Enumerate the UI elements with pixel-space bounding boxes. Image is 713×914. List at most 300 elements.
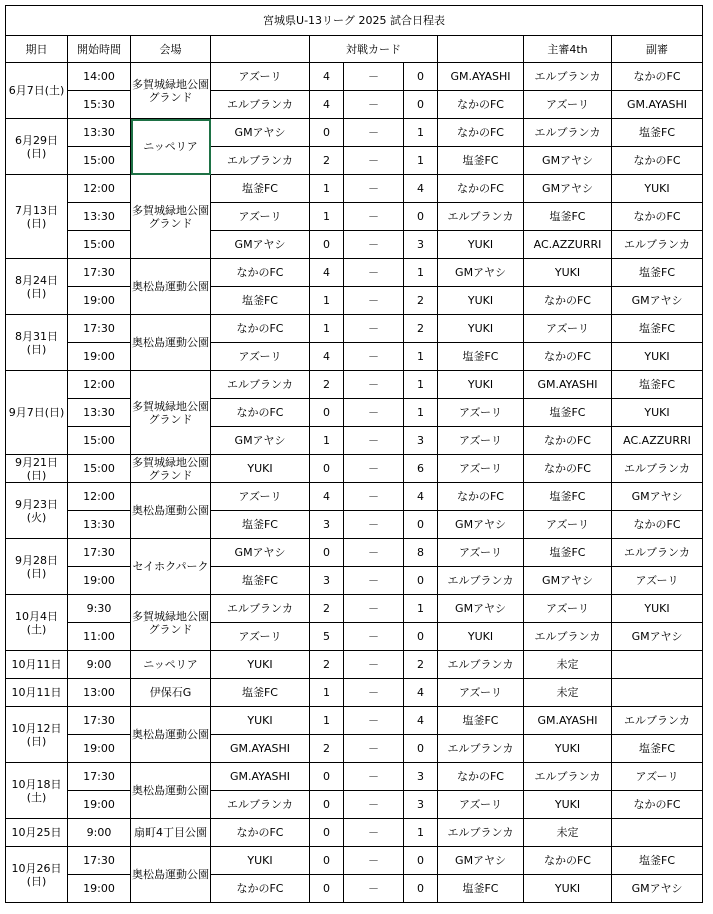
score-dash[interactable]: － xyxy=(344,91,404,119)
home-score[interactable]: 0 xyxy=(310,847,344,875)
assistant-referee[interactable] xyxy=(612,651,703,679)
match-date[interactable]: 7月13日(日) xyxy=(6,175,68,259)
assistant-referee[interactable]: なかのFC xyxy=(612,511,703,539)
home-team[interactable]: エルブランカ xyxy=(211,371,310,399)
match-row xyxy=(6,119,703,147)
start-time[interactable]: 19:00 xyxy=(68,875,131,903)
assistant-referee[interactable]: アズーリ xyxy=(612,763,703,791)
assistant-referee[interactable]: エルブランカ xyxy=(612,455,703,483)
start-time[interactable]: 19:00 xyxy=(68,735,131,763)
home-score[interactable]: 1 xyxy=(310,679,344,707)
score-dash[interactable]: － xyxy=(344,119,404,147)
referee[interactable]: AC.AZZURRI xyxy=(524,231,612,259)
assistant-referee[interactable]: 塩釜FC xyxy=(612,371,703,399)
match-row xyxy=(6,63,703,91)
venue-cell[interactable]: 多賀城緑地公園グランド xyxy=(131,175,211,259)
assistant-referee[interactable]: アズーリ xyxy=(612,567,703,595)
venue-cell[interactable]: 奥松島運動公園 xyxy=(131,483,211,539)
home-team[interactable]: YUKI xyxy=(211,651,310,679)
home-score[interactable]: 0 xyxy=(310,399,344,427)
home-score[interactable]: 0 xyxy=(310,539,344,567)
away-team[interactable]: 塩釜FC xyxy=(438,343,524,371)
schedule-table xyxy=(5,5,703,903)
referee[interactable]: アズーリ xyxy=(524,511,612,539)
away-score[interactable]: 4 xyxy=(404,175,438,203)
start-time[interactable]: 13:30 xyxy=(68,203,131,231)
away-team[interactable]: GMアヤシ xyxy=(438,595,524,623)
assistant-referee[interactable]: 塩釜FC xyxy=(612,259,703,287)
home-team[interactable]: GM.AYASHI xyxy=(211,735,310,763)
home-score[interactable]: 2 xyxy=(310,147,344,175)
home-team[interactable]: アズーリ xyxy=(211,483,310,511)
header-venue: 会場 xyxy=(131,36,211,63)
match-date[interactable]: 9月28日(日) xyxy=(6,539,68,595)
start-time[interactable]: 15:00 xyxy=(68,147,131,175)
away-team[interactable]: なかのFC xyxy=(438,483,524,511)
venue-cell[interactable]: 奥松島運動公園 xyxy=(131,707,211,763)
start-time[interactable]: 17:30 xyxy=(68,763,131,791)
score-dash[interactable]: － xyxy=(344,343,404,371)
score-dash[interactable]: － xyxy=(344,315,404,343)
score-dash[interactable]: － xyxy=(344,847,404,875)
home-team[interactable]: 塩釜FC xyxy=(211,511,310,539)
start-time[interactable]: 11:00 xyxy=(68,623,131,651)
match-row xyxy=(6,651,703,679)
referee[interactable]: エルブランカ xyxy=(524,63,612,91)
referee[interactable]: GMアヤシ xyxy=(524,147,612,175)
home-team[interactable]: GMアヤシ xyxy=(211,427,310,455)
match-row xyxy=(6,623,703,651)
home-team[interactable]: なかのFC xyxy=(211,259,310,287)
away-score[interactable]: 4 xyxy=(404,483,438,511)
header-assistant: 副審 xyxy=(612,36,703,63)
start-time[interactable]: 17:30 xyxy=(68,847,131,875)
home-score[interactable]: 0 xyxy=(310,819,344,847)
away-score[interactable]: 1 xyxy=(404,371,438,399)
match-row xyxy=(6,511,703,539)
away-team[interactable]: アズーリ xyxy=(438,399,524,427)
referee[interactable]: 未定 xyxy=(524,651,612,679)
match-date[interactable]: 10月25日 xyxy=(6,819,68,847)
score-dash[interactable]: － xyxy=(344,259,404,287)
home-team[interactable]: 塩釜FC xyxy=(211,175,310,203)
start-time[interactable]: 12:00 xyxy=(68,371,131,399)
venue-cell[interactable]: 奥松島運動公園 xyxy=(131,259,211,315)
start-time[interactable]: 13:00 xyxy=(68,679,131,707)
away-team[interactable]: YUKI xyxy=(438,287,524,315)
assistant-referee[interactable]: なかのFC xyxy=(612,63,703,91)
away-score[interactable]: 0 xyxy=(404,847,438,875)
assistant-referee[interactable]: エルブランカ xyxy=(612,707,703,735)
away-team[interactable]: エルブランカ xyxy=(438,651,524,679)
score-dash[interactable]: － xyxy=(344,231,404,259)
match-date[interactable]: 6月29日(日) xyxy=(6,119,68,175)
venue-cell[interactable]: 多賀城緑地公園グランド xyxy=(131,371,211,455)
home-score[interactable]: 4 xyxy=(310,483,344,511)
home-team[interactable]: なかのFC xyxy=(211,399,310,427)
referee[interactable]: アズーリ xyxy=(524,91,612,119)
venue-cell[interactable]: 伊保石G xyxy=(131,679,211,707)
start-time[interactable]: 12:00 xyxy=(68,483,131,511)
match-row xyxy=(6,455,703,483)
match-date[interactable]: 9月23日(火) xyxy=(6,483,68,539)
score-dash[interactable]: － xyxy=(344,203,404,231)
start-time[interactable]: 9:30 xyxy=(68,595,131,623)
referee[interactable]: 未定 xyxy=(524,679,612,707)
start-time[interactable]: 12:00 xyxy=(68,175,131,203)
match-date[interactable]: 10月4日(土) xyxy=(6,595,68,651)
home-team[interactable]: 塩釜FC xyxy=(211,567,310,595)
start-time[interactable]: 17:30 xyxy=(68,259,131,287)
start-time[interactable]: 19:00 xyxy=(68,791,131,819)
match-row xyxy=(6,343,703,371)
away-score[interactable]: 3 xyxy=(404,791,438,819)
home-team[interactable]: アズーリ xyxy=(211,63,310,91)
venue-cell[interactable]: 奥松島運動公園 xyxy=(131,847,211,903)
assistant-referee[interactable]: 塩釜FC xyxy=(612,315,703,343)
away-team[interactable]: YUKI xyxy=(438,371,524,399)
match-row xyxy=(6,875,703,903)
start-time[interactable]: 15:00 xyxy=(68,231,131,259)
assistant-referee[interactable]: YUKI xyxy=(612,595,703,623)
score-dash[interactable]: － xyxy=(344,791,404,819)
referee[interactable]: エルブランカ xyxy=(524,763,612,791)
away-score[interactable]: 0 xyxy=(404,91,438,119)
score-dash[interactable]: － xyxy=(344,483,404,511)
match-row xyxy=(6,539,703,567)
score-dash[interactable]: － xyxy=(344,623,404,651)
home-team[interactable]: 塩釜FC xyxy=(211,287,310,315)
away-score[interactable]: 3 xyxy=(404,427,438,455)
away-team[interactable]: エルブランカ xyxy=(438,735,524,763)
away-score[interactable]: 0 xyxy=(404,567,438,595)
referee[interactable]: 塩釜FC xyxy=(524,203,612,231)
home-score[interactable]: 0 xyxy=(310,231,344,259)
match-row xyxy=(6,567,703,595)
match-row xyxy=(6,595,703,623)
score-dash[interactable]: － xyxy=(344,511,404,539)
away-team[interactable]: GMアヤシ xyxy=(438,511,524,539)
start-time[interactable]: 17:30 xyxy=(68,707,131,735)
home-score[interactable]: 1 xyxy=(310,315,344,343)
away-team[interactable]: エルブランカ xyxy=(438,203,524,231)
home-score[interactable]: 1 xyxy=(310,707,344,735)
venue-cell[interactable]: セイホクパーク xyxy=(131,539,211,595)
home-team[interactable]: エルブランカ xyxy=(211,91,310,119)
score-dash[interactable]: － xyxy=(344,539,404,567)
start-time[interactable]: 17:30 xyxy=(68,315,131,343)
match-date[interactable]: 8月31日(日) xyxy=(6,315,68,371)
assistant-referee[interactable]: 塩釜FC xyxy=(612,119,703,147)
referee[interactable]: 塩釜FC xyxy=(524,539,612,567)
score-dash[interactable]: － xyxy=(344,595,404,623)
home-team[interactable]: なかのFC xyxy=(211,315,310,343)
venue-cell[interactable]: ニッペリア xyxy=(131,651,211,679)
home-score[interactable]: 0 xyxy=(310,119,344,147)
match-row xyxy=(6,371,703,399)
start-time[interactable]: 13:30 xyxy=(68,399,131,427)
assistant-referee[interactable]: YUKI xyxy=(612,343,703,371)
referee[interactable]: 未定 xyxy=(524,819,612,847)
score-dash[interactable]: － xyxy=(344,63,404,91)
assistant-referee[interactable]: GMアヤシ xyxy=(612,875,703,903)
away-score[interactable]: 1 xyxy=(404,595,438,623)
away-team[interactable]: 塩釜FC xyxy=(438,875,524,903)
referee[interactable]: GM.AYASHI xyxy=(524,707,612,735)
away-team[interactable]: YUKI xyxy=(438,231,524,259)
assistant-referee[interactable]: エルブランカ xyxy=(612,231,703,259)
away-score[interactable]: 0 xyxy=(404,511,438,539)
away-score[interactable]: 1 xyxy=(404,119,438,147)
assistant-referee[interactable]: GMアヤシ xyxy=(612,287,703,315)
home-score[interactable]: 3 xyxy=(310,567,344,595)
assistant-referee[interactable]: エルブランカ xyxy=(612,539,703,567)
home-score[interactable]: 2 xyxy=(310,595,344,623)
assistant-referee[interactable]: AC.AZZURRI xyxy=(612,427,703,455)
home-score[interactable]: 1 xyxy=(310,287,344,315)
venue-cell[interactable]: 奥松島運動公園 xyxy=(131,763,211,819)
away-score[interactable]: 8 xyxy=(404,539,438,567)
referee[interactable]: なかのFC xyxy=(524,847,612,875)
home-team[interactable]: なかのFC xyxy=(211,819,310,847)
referee[interactable]: エルブランカ xyxy=(524,119,612,147)
away-score[interactable]: 4 xyxy=(404,679,438,707)
home-team[interactable]: GMアヤシ xyxy=(211,231,310,259)
home-score[interactable]: 1 xyxy=(310,427,344,455)
match-date[interactable]: 10月18日(土) xyxy=(6,763,68,819)
assistant-referee[interactable]: GMアヤシ xyxy=(612,623,703,651)
match-row xyxy=(6,287,703,315)
away-team[interactable]: 塩釜FC xyxy=(438,147,524,175)
referee[interactable]: GMアヤシ xyxy=(524,567,612,595)
start-time[interactable]: 15:00 xyxy=(68,427,131,455)
referee[interactable]: 塩釜FC xyxy=(524,483,612,511)
away-team[interactable]: GMアヤシ xyxy=(438,259,524,287)
score-dash[interactable]: － xyxy=(344,875,404,903)
home-team[interactable]: アズーリ xyxy=(211,203,310,231)
header-matchup: 対戦カード xyxy=(310,36,438,63)
venue-cell-selected[interactable]: ニッペリア xyxy=(131,119,211,175)
away-team[interactable]: GMアヤシ xyxy=(438,847,524,875)
away-score[interactable]: 3 xyxy=(404,763,438,791)
referee[interactable]: なかのFC xyxy=(524,287,612,315)
start-time[interactable]: 9:00 xyxy=(68,819,131,847)
referee[interactable]: なかのFC xyxy=(524,343,612,371)
home-team[interactable]: YUKI xyxy=(211,707,310,735)
away-score[interactable]: 1 xyxy=(404,259,438,287)
venue-cell[interactable]: 多賀城緑地公園グランド xyxy=(131,63,211,119)
home-team[interactable]: エルブランカ xyxy=(211,791,310,819)
away-team[interactable]: YUKI xyxy=(438,315,524,343)
away-team[interactable]: アズーリ xyxy=(438,455,524,483)
home-team[interactable]: アズーリ xyxy=(211,343,310,371)
away-score[interactable]: 2 xyxy=(404,651,438,679)
start-time[interactable]: 9:00 xyxy=(68,651,131,679)
score-dash[interactable]: － xyxy=(344,371,404,399)
away-team[interactable]: なかのFC xyxy=(438,763,524,791)
start-time[interactable]: 19:00 xyxy=(68,567,131,595)
match-row xyxy=(6,707,703,735)
away-team[interactable]: なかのFC xyxy=(438,119,524,147)
score-dash[interactable]: － xyxy=(344,455,404,483)
home-team[interactable]: GM.AYASHI xyxy=(211,763,310,791)
home-team[interactable]: エルブランカ xyxy=(211,595,310,623)
start-time[interactable]: 19:00 xyxy=(68,287,131,315)
start-time[interactable]: 13:30 xyxy=(68,511,131,539)
header-referee: 主審4th xyxy=(524,36,612,63)
away-score[interactable]: 0 xyxy=(404,203,438,231)
away-team[interactable]: アズーリ xyxy=(438,539,524,567)
home-team[interactable]: GMアヤシ xyxy=(211,119,310,147)
start-time[interactable]: 17:30 xyxy=(68,539,131,567)
home-team[interactable]: YUKI xyxy=(211,455,310,483)
score-dash[interactable]: － xyxy=(344,679,404,707)
match-date[interactable]: 9月21日(日) xyxy=(6,455,68,483)
referee[interactable]: GMアヤシ xyxy=(524,175,612,203)
home-team[interactable]: アズーリ xyxy=(211,623,310,651)
score-dash[interactable]: － xyxy=(344,651,404,679)
match-date[interactable]: 10月11日 xyxy=(6,679,68,707)
score-dash[interactable]: － xyxy=(344,147,404,175)
assistant-referee[interactable]: YUKI xyxy=(612,175,703,203)
match-date[interactable]: 10月11日 xyxy=(6,651,68,679)
home-score[interactable]: 1 xyxy=(310,203,344,231)
venue-cell[interactable]: 扇町4丁目公園 xyxy=(131,819,211,847)
home-score[interactable]: 2 xyxy=(310,735,344,763)
away-team[interactable]: 塩釜FC xyxy=(438,707,524,735)
home-score[interactable]: 5 xyxy=(310,623,344,651)
away-team[interactable]: アズーリ xyxy=(438,791,524,819)
away-score[interactable]: 1 xyxy=(404,343,438,371)
assistant-referee[interactable]: なかのFC xyxy=(612,791,703,819)
match-row xyxy=(6,847,703,875)
home-score[interactable]: 4 xyxy=(310,259,344,287)
assistant-referee[interactable]: なかのFC xyxy=(612,147,703,175)
away-score[interactable]: 1 xyxy=(404,819,438,847)
score-dash[interactable]: － xyxy=(344,175,404,203)
referee[interactable]: YUKI xyxy=(524,875,612,903)
away-score[interactable]: 2 xyxy=(404,287,438,315)
away-score[interactable]: 3 xyxy=(404,231,438,259)
match-date[interactable]: 9月7日(日) xyxy=(6,371,68,455)
away-score[interactable]: 0 xyxy=(404,623,438,651)
away-team[interactable]: アズーリ xyxy=(438,427,524,455)
start-time[interactable]: 19:00 xyxy=(68,343,131,371)
assistant-referee[interactable]: YUKI xyxy=(612,399,703,427)
assistant-referee[interactable]: GMアヤシ xyxy=(612,483,703,511)
referee[interactable]: アズーリ xyxy=(524,315,612,343)
referee[interactable]: YUKI xyxy=(524,735,612,763)
referee[interactable]: エルブランカ xyxy=(524,623,612,651)
away-score[interactable]: 1 xyxy=(404,147,438,175)
home-team[interactable]: GMアヤシ xyxy=(211,539,310,567)
venue-cell[interactable]: 奥松島運動公園 xyxy=(131,315,211,371)
header-row xyxy=(6,36,703,63)
home-score[interactable]: 4 xyxy=(310,91,344,119)
match-date[interactable]: 6月7日(土) xyxy=(6,63,68,119)
assistant-referee[interactable]: 塩釜FC xyxy=(612,847,703,875)
away-team[interactable]: エルブランカ xyxy=(438,567,524,595)
home-score[interactable]: 3 xyxy=(310,511,344,539)
score-dash[interactable]: － xyxy=(344,735,404,763)
match-row xyxy=(6,147,703,175)
away-score[interactable]: 1 xyxy=(404,399,438,427)
referee[interactable]: アズーリ xyxy=(524,595,612,623)
match-date[interactable]: 10月12日(日) xyxy=(6,707,68,763)
away-score[interactable]: 2 xyxy=(404,315,438,343)
referee[interactable]: なかのFC xyxy=(524,427,612,455)
home-team[interactable]: エルブランカ xyxy=(211,147,310,175)
assistant-referee[interactable]: 塩釜FC xyxy=(612,735,703,763)
venue-cell[interactable]: 多賀城緑地公園グランド xyxy=(132,455,209,482)
score-dash[interactable]: － xyxy=(344,427,404,455)
start-time[interactable]: 13:30 xyxy=(68,119,131,147)
start-time[interactable]: 15:00 xyxy=(68,455,131,483)
match-date[interactable]: 10月26日(日) xyxy=(6,847,68,903)
score-dash[interactable]: － xyxy=(344,287,404,315)
away-score[interactable]: 6 xyxy=(404,455,438,483)
away-score[interactable]: 0 xyxy=(404,735,438,763)
match-row xyxy=(6,91,703,119)
home-score[interactable]: 0 xyxy=(310,875,344,903)
assistant-referee[interactable] xyxy=(612,679,703,707)
start-time[interactable]: 15:30 xyxy=(68,91,131,119)
assistant-referee[interactable]: なかのFC xyxy=(612,203,703,231)
referee[interactable]: なかのFC xyxy=(524,455,612,483)
start-time[interactable]: 14:00 xyxy=(68,63,131,91)
home-team[interactable]: YUKI xyxy=(211,847,310,875)
home-team[interactable]: 塩釜FC xyxy=(211,679,310,707)
referee[interactable]: 塩釜FC xyxy=(524,399,612,427)
referee[interactable]: YUKI xyxy=(524,259,612,287)
away-score[interactable]: 4 xyxy=(404,707,438,735)
assistant-referee[interactable] xyxy=(612,819,703,847)
header-date: 期日 xyxy=(6,36,68,63)
score-dash[interactable]: － xyxy=(344,707,404,735)
match-row xyxy=(6,203,703,231)
home-score[interactable]: 4 xyxy=(310,343,344,371)
home-score[interactable]: 1 xyxy=(310,175,344,203)
home-score[interactable]: 4 xyxy=(310,63,344,91)
referee[interactable]: GM.AYASHI xyxy=(524,371,612,399)
match-row xyxy=(6,679,703,707)
match-row xyxy=(6,175,703,203)
referee[interactable]: YUKI xyxy=(524,791,612,819)
away-score[interactable]: 0 xyxy=(404,63,438,91)
home-score[interactable]: 2 xyxy=(310,651,344,679)
away-team[interactable]: なかのFC xyxy=(438,175,524,203)
score-dash[interactable]: － xyxy=(344,763,404,791)
home-score[interactable]: 2 xyxy=(310,371,344,399)
score-dash[interactable]: － xyxy=(344,567,404,595)
away-team[interactable]: なかのFC xyxy=(438,91,524,119)
home-team[interactable]: なかのFC xyxy=(211,875,310,903)
home-score[interactable]: 0 xyxy=(310,763,344,791)
away-team[interactable]: アズーリ xyxy=(438,679,524,707)
away-team[interactable]: エルブランカ xyxy=(438,819,524,847)
away-team[interactable]: YUKI xyxy=(438,623,524,651)
assistant-referee[interactable]: GM.AYASHI xyxy=(612,91,703,119)
home-score[interactable]: 0 xyxy=(310,791,344,819)
home-score[interactable]: 0 xyxy=(310,455,344,483)
away-score[interactable]: 0 xyxy=(404,875,438,903)
score-dash[interactable]: － xyxy=(344,399,404,427)
match-date[interactable]: 8月24日(日) xyxy=(6,259,68,315)
score-dash[interactable]: － xyxy=(344,819,404,847)
match-row xyxy=(6,231,703,259)
away-team[interactable]: GM.AYASHI xyxy=(438,63,524,91)
venue-cell[interactable]: 多賀城緑地公園グランド xyxy=(131,595,211,651)
